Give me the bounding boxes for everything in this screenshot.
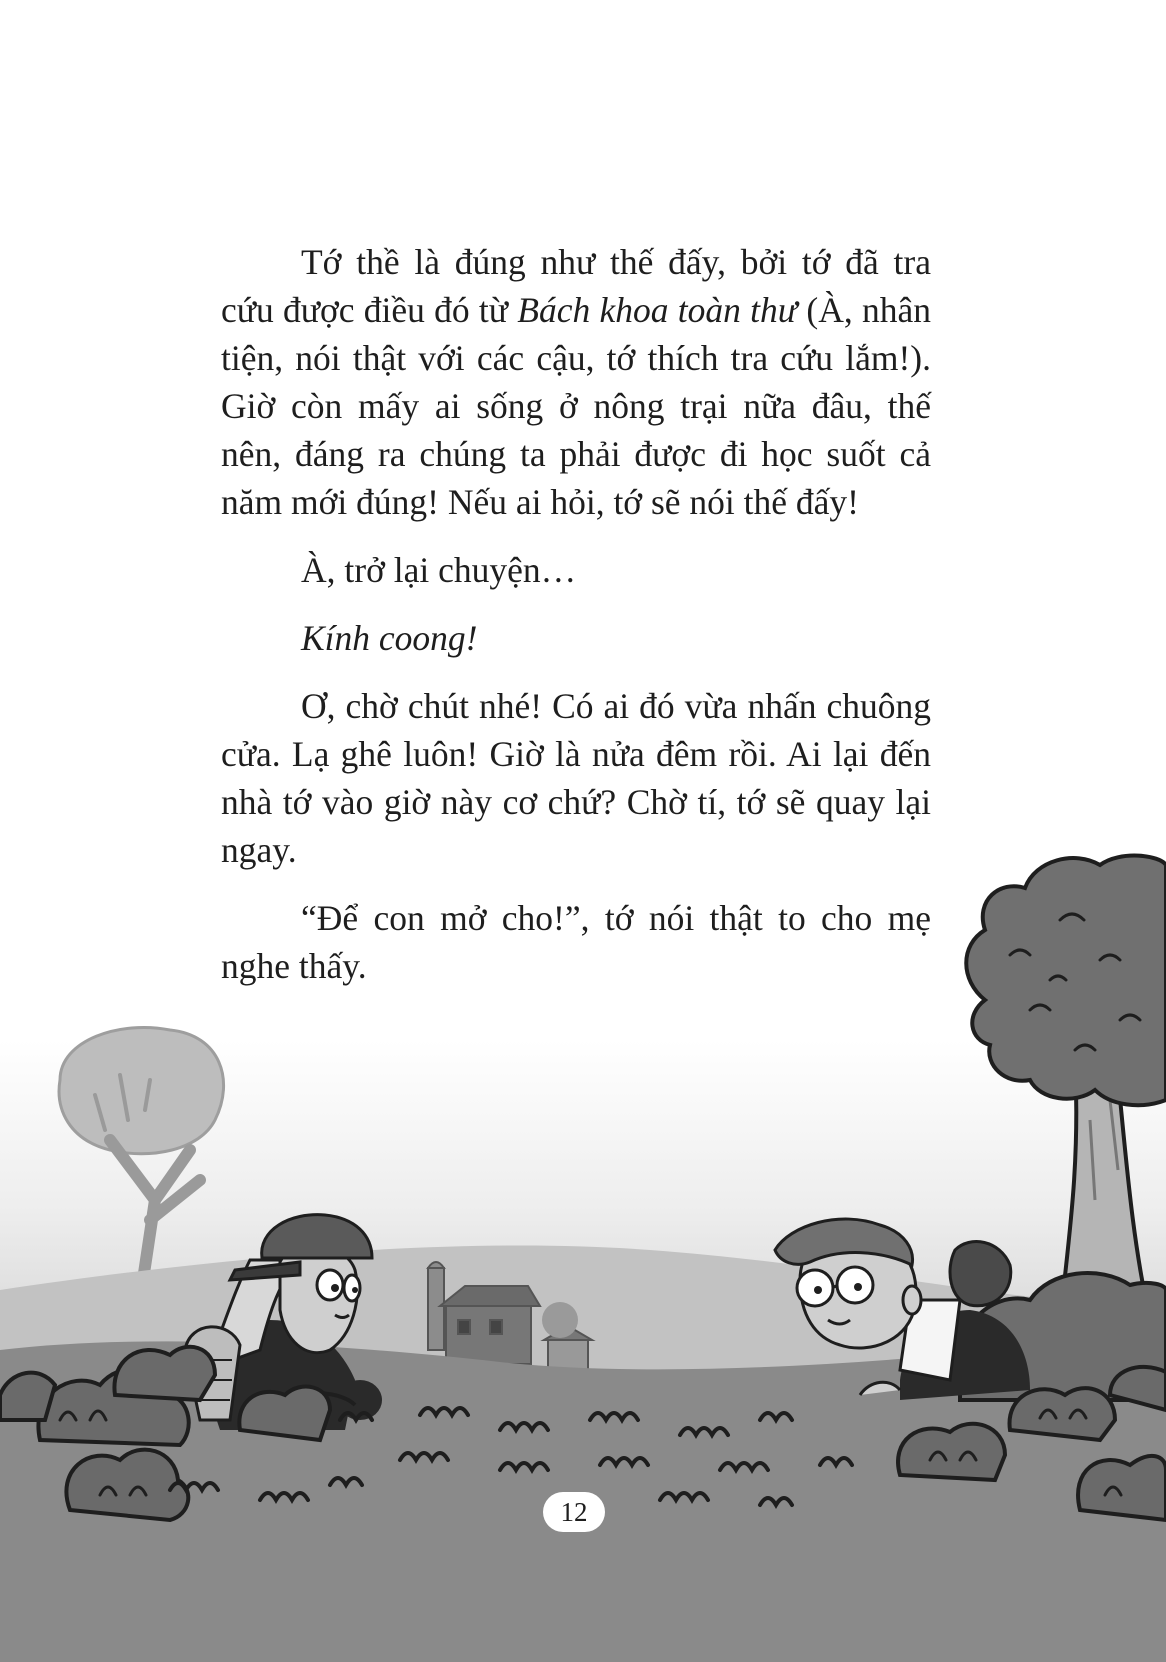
body-text [221,238,931,1010]
paragraph-4: Ơ, chờ chút nhé! Có ai đó vừa nhấn chuông cửa. Lạ ghê luôn! Giờ là nửa đêm rồi. Ai lại đến nhà tớ vào giờ này cơ chứ? Chờ tí, tớ sẽ quay lại ngay. [221,686,931,870]
paragraph-1 [221,238,931,526]
paragraph-2: À, trở lại chuyện… [301,550,577,590]
page-number: 12 [560,1496,588,1527]
doorbell-sound: Kính coong! [301,618,478,658]
book-title-emphasis: Bách khoa toàn thư [517,290,798,330]
paragraph-1-text-start: Tớ thề là đúng như thế đấy, bởi tớ đã tra cứu được điều đó từ [221,242,931,330]
paragraph-3 [221,614,931,662]
paragraph-5: “Để con mở cho!”, tớ nói thật to cho mẹ nghe thấy. [221,898,931,986]
page-number-badge [543,1492,605,1532]
paragraph-1-text-end: (À, nhân tiện, nói thật với các cậu, tớ thích tra cứu lắm!). Giờ còn mấy ai sống ở nông trại nữa đâu, thế nên, đáng ra chúng ta phải được đi học suốt cả năm mới đúng! Nếu ai hỏi, tớ sẽ nói thế đấy! [221,290,931,522]
